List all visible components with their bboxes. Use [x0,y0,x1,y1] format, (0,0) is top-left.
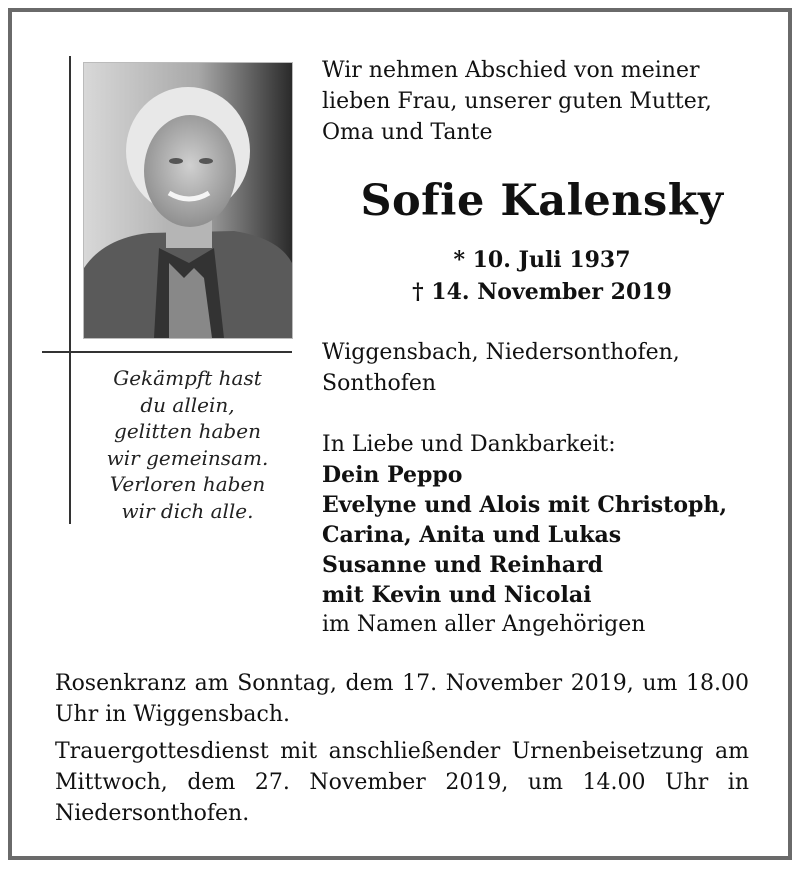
mourner-line: Evelyne und Alois mit Christoph, [322,492,728,518]
rosary-notice: Rosenkranz am Sonntag, dem 17. November 2019, um 18.00 Uhr in Wiggensbach. [55,671,749,727]
verse-line: du allein, [140,392,235,417]
farewell-intro: Wir nehmen Abschied von meiner lieben Frau, unserer guten Mutter, Oma und Tante [322,58,712,145]
place-line: Wiggensbach, Niedersonthofen, [322,340,680,365]
service-info [55,668,749,835]
memorial-verse [80,365,295,524]
thanks-line: In Liebe und Dankbarkeit: [322,432,616,457]
cross-vertical-line [69,56,71,524]
mourner-line: Susanne und Reinhard [322,552,604,578]
life-dates [322,244,762,308]
verse-line: wir gemeinsam. [106,445,269,470]
place-line: Sonthofen [322,371,437,396]
deceased-name: Sofie Kalensky [360,176,724,226]
birth-date: * 10. Juli 1937 [453,247,631,273]
death-date: † 14. November 2019 [412,279,672,305]
mourner-line: Carina, Anita und Lukas [322,522,622,548]
portrait-photo [84,63,292,338]
verse-line: Gekämpft hast [113,366,262,390]
cross-horizontal-line [42,351,292,353]
closing-line: im Namen aller Angehörigen [322,612,646,637]
funeral-service-notice: Trauergottesdienst mit anschließender Urnenbeisetzung am Mittwoch, dem 27. November 2019, um 14.00 Uhr in Niedersonthofen. [55,739,749,826]
mourner-line: mit Kevin und Nicolai [322,582,592,608]
places [322,337,762,399]
verse-line: wir dich alle. [121,498,254,523]
mourners-section [322,430,772,640]
mourner-line: Dein Peppo [322,462,463,488]
verse-line: Verloren haben [109,472,266,496]
verse-line: gelitten haben [114,419,261,443]
